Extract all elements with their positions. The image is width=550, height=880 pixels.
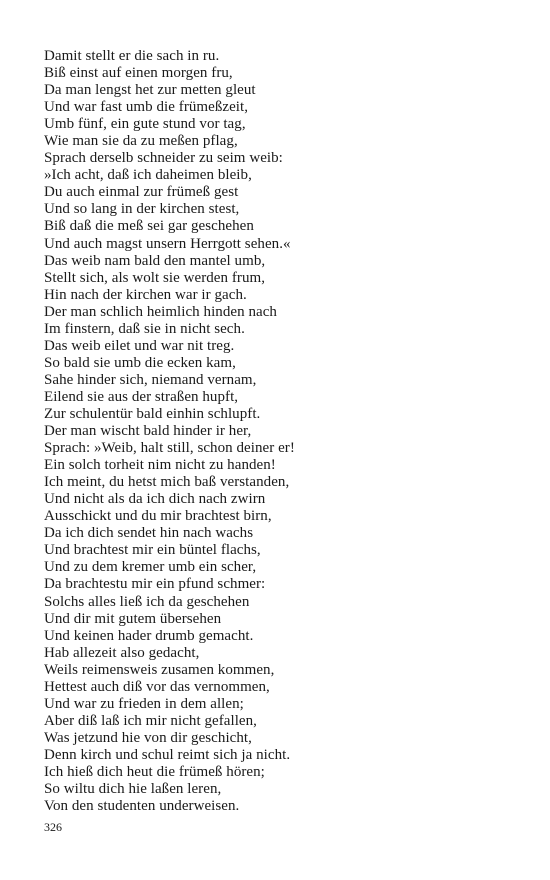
poem-line: Und keinen hader drumb gemacht. — [44, 627, 254, 644]
poem-line: Und auch magst unsern Herrgott sehen.« — [44, 235, 291, 252]
poem-line: Sprach derselb schneider zu seim weib: — [44, 150, 283, 167]
poem-line: Von den studenten underweisen. — [44, 798, 240, 815]
poem-line: Damit stellt er die sach in ru. — [44, 48, 220, 64]
poem-line: Das weib eilet und war nit treg. — [44, 337, 235, 354]
poem-line: Und dir mit gutem übersehen — [44, 610, 222, 627]
poem-line: Hab allezeit also gedacht, — [44, 644, 200, 661]
poem-line: Da brachtestu mir ein pfund schmer: — [44, 576, 266, 593]
poem-line: Solchs alles ließ ich da geschehen — [44, 593, 250, 610]
poem-line: Ausschickt und du mir brachtest birn, — [44, 508, 272, 525]
poem-line: »Ich acht, daß ich daheimen bleib, — [44, 167, 252, 184]
poem-line: Und war fast umb die frümeßzeit, — [44, 99, 249, 116]
poem-line: Ein solch torheit nim nicht zu handen! — [44, 457, 276, 474]
poem-line: So bald sie umb die ecken kam, — [44, 354, 236, 371]
poem-line: Das weib nam bald den mantel umb, — [44, 252, 266, 269]
poem-line: Der man schlich heimlich hinden nach — [44, 303, 277, 320]
poem-line: Im finstern, daß sie in nicht sech. — [44, 320, 245, 337]
poem-line: Wie man sie da zu meßen pflag, — [44, 133, 238, 150]
poem-line: Zur schulentür bald einhin schlupft. — [44, 405, 261, 422]
poem-line: Eilend sie aus der straßen hupft, — [44, 388, 239, 405]
poem-text — [44, 48, 514, 815]
page-number: 326 — [44, 820, 62, 834]
poem-line: Biß einst auf einen morgen fru, — [44, 65, 233, 82]
poem-line: So wiltu dich hie laßen leren, — [44, 781, 222, 798]
poem-line: Ich meint, du hetst mich baß verstanden, — [44, 474, 290, 491]
poem-line: Hin nach der kirchen war ir gach. — [44, 286, 247, 303]
poem-line: Umb fünf, ein gute stund vor tag, — [44, 116, 246, 133]
poem-line: Aber diß laß ich mir nicht gefallen, — [44, 712, 257, 729]
poem-line: Du auch einmal zur frümeß gest — [44, 184, 239, 201]
poem-line: Ich hieß dich heut die frümeß hören; — [44, 763, 265, 780]
poem-line: Sahe hinder sich, niemand vernam, — [44, 371, 257, 388]
poem-line: Und so lang in der kirchen stest, — [44, 201, 240, 218]
poem-line: Biß daß die meß sei gar geschehen — [44, 218, 254, 235]
poem-line: Denn kirch und schul reimt sich ja nicht. — [44, 746, 291, 763]
poem-line: Und zu dem kremer umb ein scher, — [44, 559, 257, 576]
poem-line: Sprach: »Weib, halt still, schon deiner er! — [44, 440, 295, 457]
poem-line: Der man wischt bald hinder ir her, — [44, 423, 252, 440]
poem-line: Und nicht als da ich dich nach zwirn — [44, 491, 266, 508]
poem-line: Weils reimensweis zusamen kommen, — [44, 661, 275, 678]
poem-line: Da man lengst het zur metten gleut — [44, 82, 256, 99]
poem-line: Und war zu frieden in dem allen; — [44, 695, 244, 712]
poem-line: Da ich dich sendet hin nach wachs — [44, 525, 254, 542]
poem-line: Und brachtest mir ein büntel flachs, — [44, 542, 261, 559]
poem-line: Was jetzund hie von dir geschicht, — [44, 729, 252, 746]
poem-line: Stellt sich, als wolt sie werden frum, — [44, 269, 266, 286]
poem-line: Hettest auch diß vor das vernommen, — [44, 678, 270, 695]
